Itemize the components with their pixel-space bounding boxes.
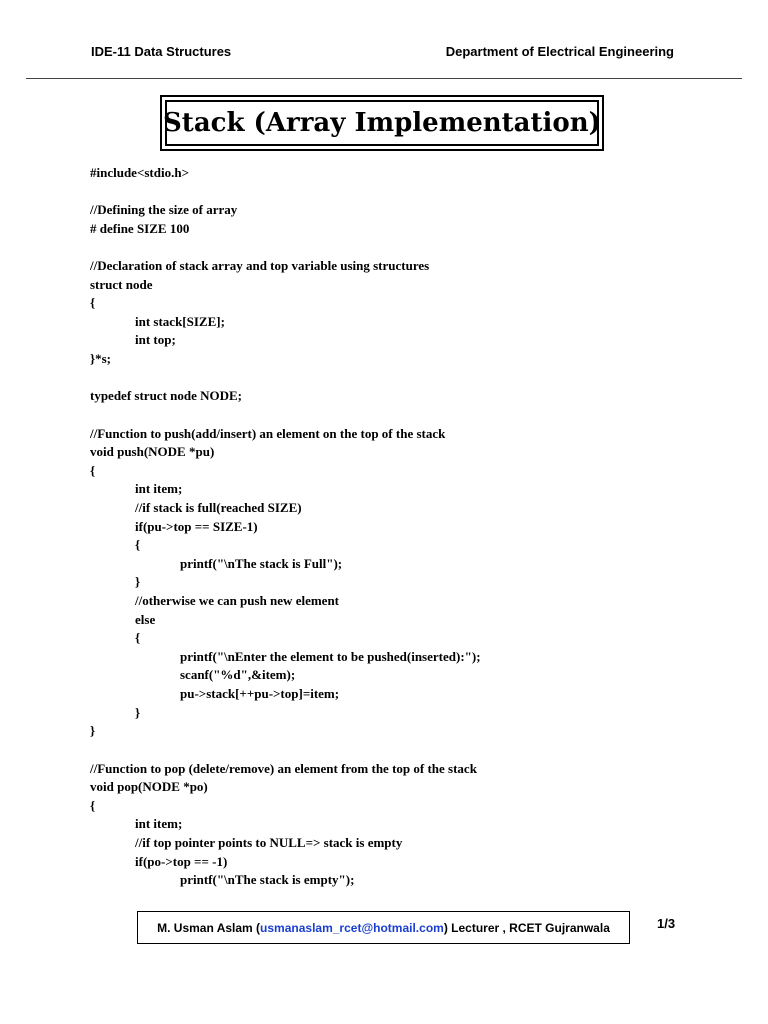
code-line: struct node bbox=[90, 276, 153, 292]
header-course: IDE-11 Data Structures bbox=[91, 44, 232, 59]
header-divider bbox=[26, 78, 742, 79]
code-line: #include<stdio.h> bbox=[90, 165, 189, 180]
code-line: pu->stack[++pu->top]=item; bbox=[180, 686, 340, 702]
page-number: 1/3 bbox=[657, 916, 676, 931]
code-line: //if stack is full(reached SIZE) bbox=[135, 499, 302, 515]
footer-email-link[interactable]: usmanaslam_rcet@hotmail.com bbox=[260, 920, 444, 935]
code-line bbox=[90, 741, 690, 760]
code-line: } bbox=[135, 704, 141, 720]
code-line: //Defining the size of array bbox=[90, 202, 238, 218]
code-line bbox=[90, 183, 690, 202]
code-line: { bbox=[90, 295, 96, 311]
code-line: } bbox=[90, 723, 96, 739]
code-line: { bbox=[90, 797, 96, 813]
title-box-inner bbox=[165, 100, 599, 146]
code-line: //Function to push(add/insert) an element on the top of the stack bbox=[90, 425, 446, 441]
code-line: //Function to pop (delete/remove) an element from the top of the stack bbox=[90, 760, 477, 776]
code-line: void push(NODE *pu) bbox=[90, 444, 215, 460]
code-line: if(pu->top == SIZE-1) bbox=[135, 518, 258, 534]
header-department: Department of Electrical Engineering bbox=[445, 44, 674, 59]
code-line: //otherwise we can push new element bbox=[135, 593, 340, 609]
code-line: { bbox=[90, 462, 96, 478]
code-line: void pop(NODE *po) bbox=[90, 779, 208, 795]
code-line bbox=[90, 238, 690, 257]
code-line: printf("\nEnter the element to be pushed(inserted):"); bbox=[180, 648, 481, 664]
code-line: { bbox=[135, 630, 141, 646]
code-line: { bbox=[135, 537, 141, 553]
page-title: Stack (Array Implementation) bbox=[163, 108, 601, 138]
code-line: //Declaration of stack array and top variable using structures bbox=[90, 258, 430, 274]
code-line: }*s; bbox=[90, 351, 112, 367]
code-line bbox=[90, 369, 690, 388]
code-line bbox=[90, 406, 690, 425]
code-line: typedef struct node NODE; bbox=[90, 388, 243, 404]
code-line: printf("\nThe stack is Full"); bbox=[180, 555, 343, 571]
code-line: # define SIZE 100 bbox=[90, 220, 190, 236]
code-line: printf("\nThe stack is empty"); bbox=[180, 872, 355, 888]
code-line: //if top pointer points to NULL=> stack is empty bbox=[135, 834, 403, 850]
code-line: } bbox=[135, 574, 141, 590]
footer-role: ) Lecturer , RCET Gujranwala bbox=[443, 920, 610, 935]
code-line: int item; bbox=[135, 481, 183, 497]
footer-author: M. Usman Aslam ( bbox=[157, 920, 261, 935]
code-line: else bbox=[135, 611, 156, 627]
title-box bbox=[160, 95, 604, 151]
code-line: int stack[SIZE]; bbox=[135, 313, 225, 329]
code-line: int item; bbox=[135, 816, 183, 832]
footer-credit bbox=[137, 911, 630, 944]
code-line: int top; bbox=[135, 332, 176, 348]
code-listing bbox=[90, 164, 690, 890]
code-line: scanf("%d",&item); bbox=[180, 667, 296, 683]
code-line: if(po->top == -1) bbox=[135, 853, 228, 869]
